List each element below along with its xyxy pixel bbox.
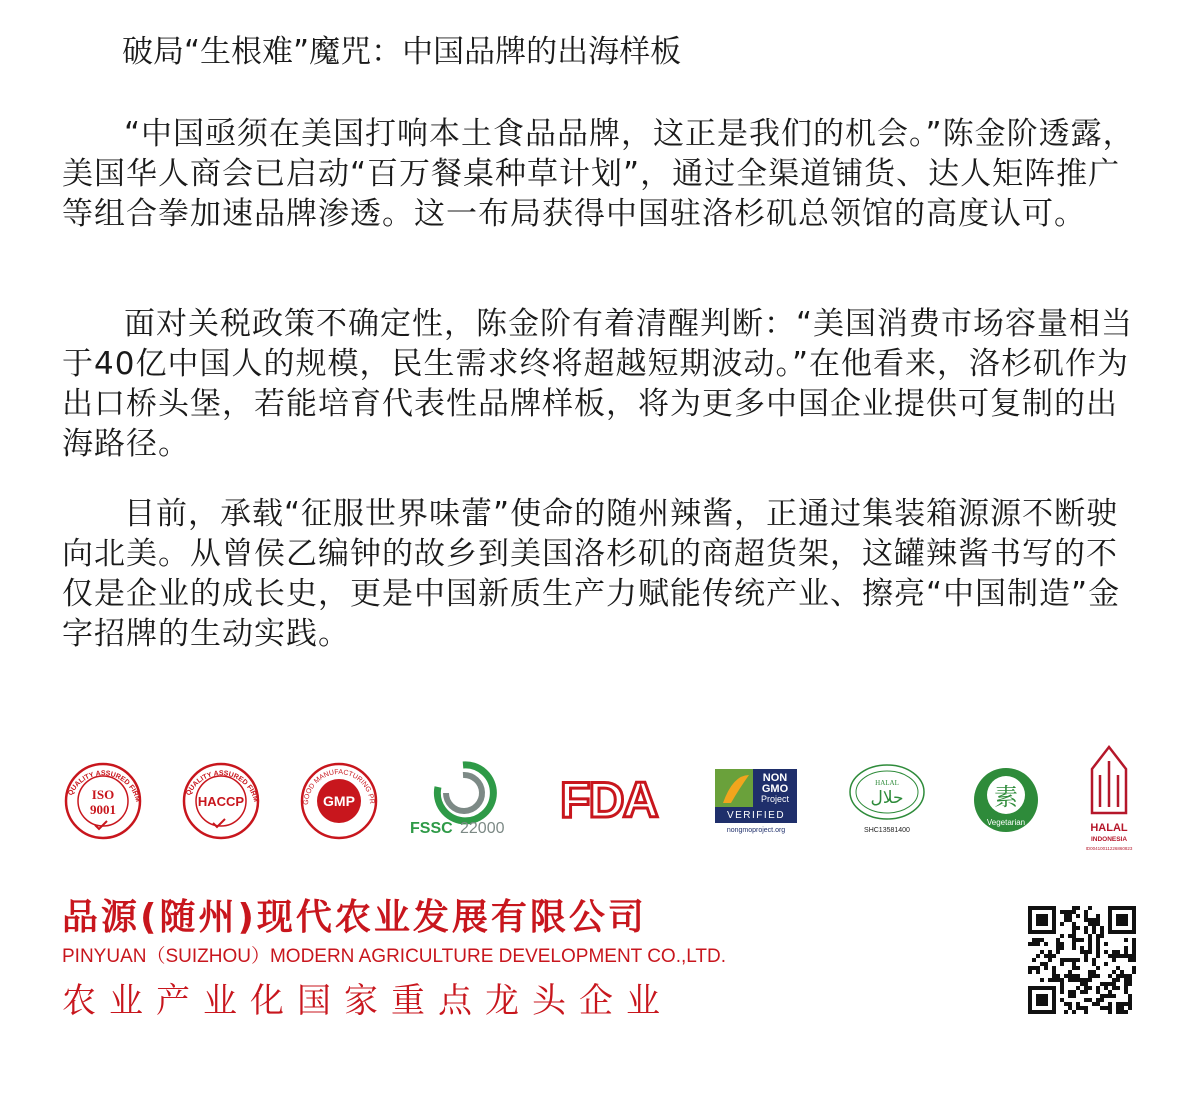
gmp-label: GMP (323, 793, 355, 809)
section-title: 破局“生根难”魔咒：中国品牌的出海样板 (122, 34, 682, 70)
haccp-ring-text: QUALITY ASSURED FIRM (185, 770, 260, 803)
fssc-22000-logo-icon (408, 745, 518, 855)
halal-indonesia-logo-icon (1070, 745, 1148, 855)
non-gmo-project-logo-icon (713, 745, 803, 855)
gmp-ring-text: GOOD MANUFACTURING PRACTICE (291, 740, 376, 806)
nongmo-top1: NON (762, 772, 788, 784)
company-name-en: PINYUAN（SUIZHOU）MODERN AGRICULTURE DEVELOPMENT CO.,LTD. (62, 946, 727, 967)
haccp-badge-icon (176, 745, 266, 855)
certification-logos (58, 740, 1148, 855)
fssc-number: 22000 (460, 820, 505, 837)
halal-seal-arabic: حلال (870, 788, 904, 808)
article-paragraph-3: 目前，承载“征服世界味蕾”使命的随州辣酱，正通过集装箱源源不断驶向北美。从曾侯乙编钟的故乡到美国洛杉矶的商超货架，这罐辣酱书写的不仅是企业的成长史，更是中国新质生产力赋能传统产业、擦亮“中国制造”金字招牌的生动实践。 (62, 496, 1121, 652)
article-paragraph-2: 面对关税政策不确定性，陈金阶有着清醒判断：“美国消费市场容量相当于40亿中国人的规模，民生需求终将超越短期波动。”在他看来，洛杉矶作为出口桥头堡，若能培育代表性品牌样板，将为更多中国企业提供可复制的出海路径。 (62, 306, 1134, 462)
iso-9001-badge-icon (58, 745, 148, 855)
halal-seal-code: SHC13581400 (864, 827, 910, 834)
iso-ring-text: QUALITY ASSURED FIRM (67, 770, 142, 803)
fssc-label: FSSC (410, 820, 453, 837)
vegetarian-glyph: 素 (994, 783, 1018, 811)
vegetarian-label: Vegetarian (986, 818, 1026, 827)
halal-seal-top: HALAL (875, 779, 899, 787)
nongmo-url: nongmoproject.org (726, 827, 786, 834)
haccp-label: HACCP (197, 794, 245, 809)
company-name-cn: 品源(随州)现代农业发展有限公司 (62, 897, 647, 938)
gmp-badge-icon (291, 740, 384, 855)
company-slogan: 农业产业化国家重点龙头企业 (62, 981, 673, 1021)
halal-indonesia-country: INDONESIA (1090, 836, 1128, 843)
halal-indonesia-label: HALAL (1090, 822, 1128, 834)
nongmo-verified: VERIFIED (726, 810, 786, 821)
nongmo-top2: GMO (761, 783, 789, 795)
iso-number: 9001 (90, 802, 116, 817)
halal-seal-icon (842, 745, 932, 855)
iso-label: ISO (91, 787, 115, 802)
vegetarian-logo-icon (966, 745, 1046, 855)
halal-indonesia-code: ID00410011226860823 (1085, 846, 1133, 851)
article-paragraph-1: “中国亟须在美国打响本土食品品牌，这正是我们的机会。”陈金阶透露，美国华人商会已启动“百万餐桌种草计划”，通过全渠道铺货、达人矩阵推广等组合拳加速品牌渗透。这一布局获得中国驻洛杉矶总领馆的高度认可。 (62, 116, 1135, 232)
fda-label: FDA (560, 772, 657, 828)
nongmo-top3: Project (760, 794, 790, 804)
qr-code-icon[interactable] (1028, 906, 1136, 1014)
fda-logo-icon (558, 745, 673, 855)
